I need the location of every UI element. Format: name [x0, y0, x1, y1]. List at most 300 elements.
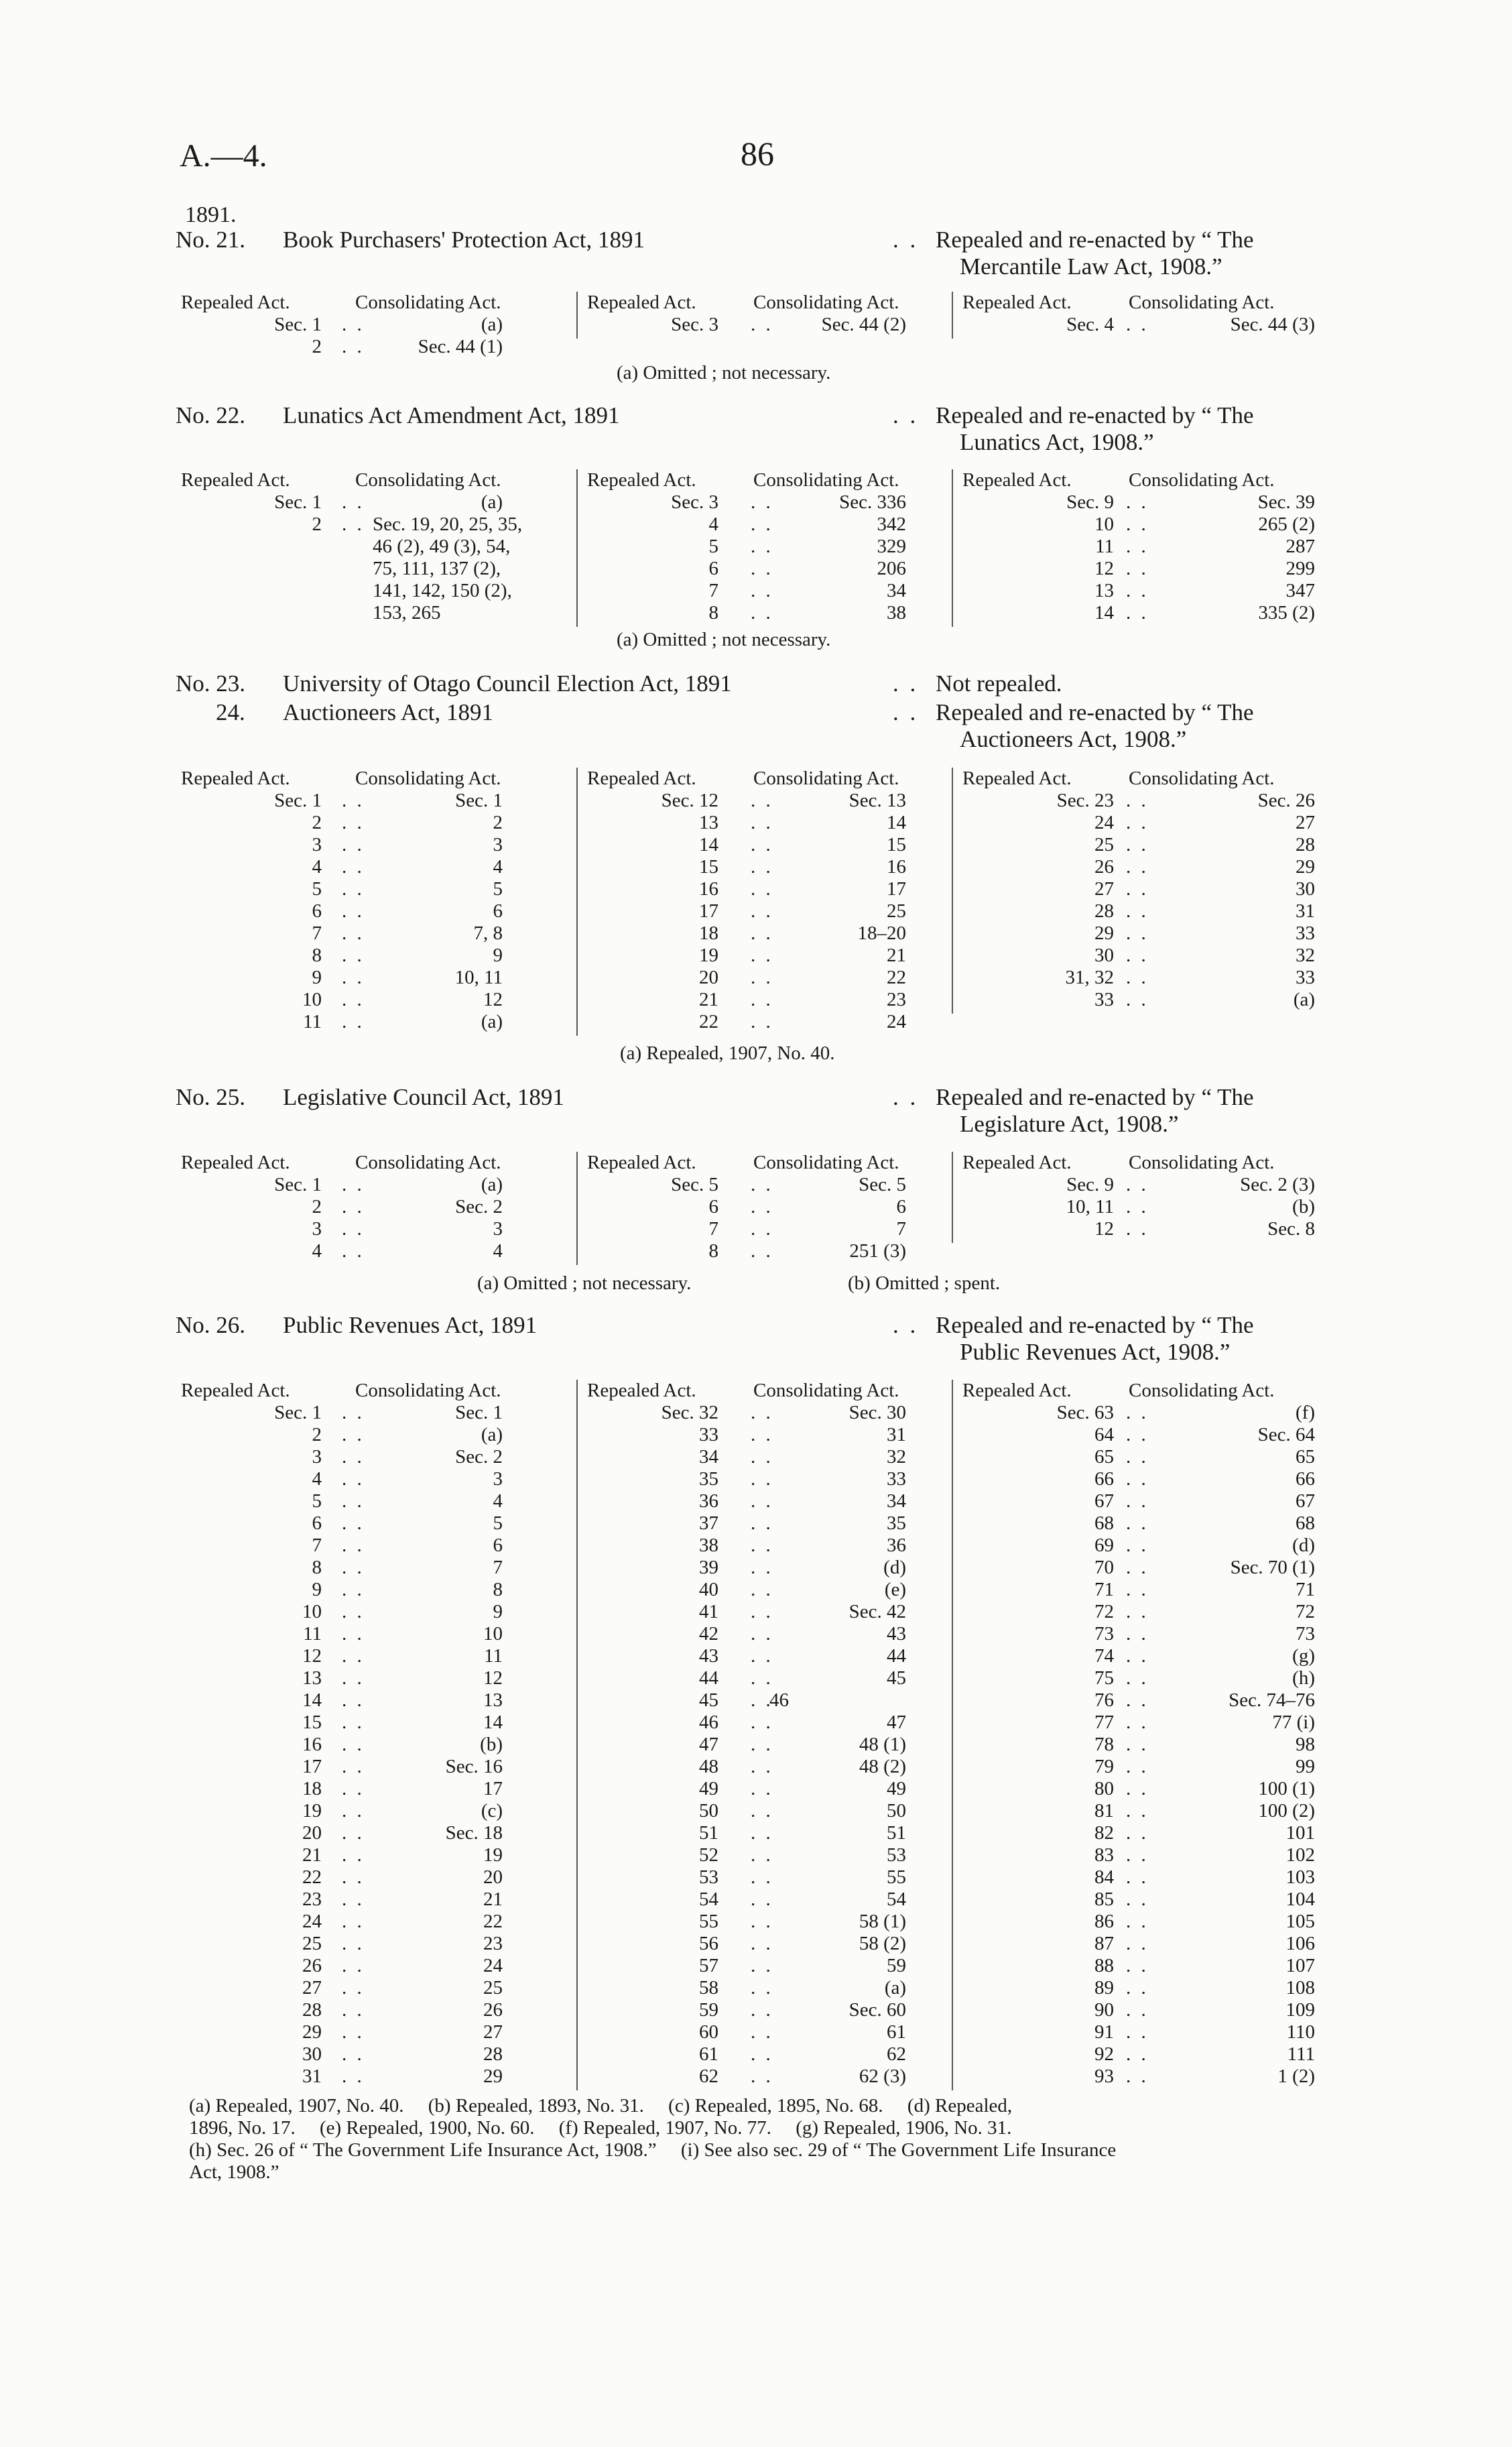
row-leader: . .: [751, 1446, 773, 1468]
row-leader: . .: [342, 1645, 365, 1667]
repealed-section: Sec. 4: [1066, 314, 1114, 335]
row-leader: . .: [1126, 1196, 1149, 1217]
repealed-section: 15: [302, 1712, 322, 1733]
consolidating-section: Sec. 44 (2): [821, 314, 906, 335]
repealed-section: 15: [699, 856, 718, 878]
page-number: 86: [741, 135, 774, 172]
row-leader: . .: [751, 1218, 773, 1240]
repealed-section: 9: [312, 967, 322, 988]
row-leader: . .: [342, 812, 365, 833]
consolidating-section: 13: [483, 1689, 503, 1711]
row-leader: . .: [1126, 1468, 1149, 1490]
status-line-1: Repealed and re-enacted by “ The: [936, 1312, 1254, 1338]
repealed-section: 2: [312, 1424, 322, 1445]
consolidating-section: 68: [1296, 1512, 1315, 1534]
row-leader: . .: [751, 514, 773, 535]
consolidating-section: Sec. 16: [445, 1756, 503, 1777]
repealed-section: 78: [1094, 1734, 1114, 1755]
repealed-section: 10, 11: [1066, 1196, 1114, 1217]
row-leader: . .: [342, 878, 365, 900]
status-line-1: Not repealed.: [936, 670, 1062, 697]
repealed-section: 61: [699, 2043, 718, 2065]
consolidating-section: 66: [1296, 1468, 1315, 1490]
repealed-section: 81: [1094, 1800, 1114, 1822]
footnote-line: 1896, No. 17. (e) Repealed, 1900, No. 60. (f) Repealed, 1907, No. 77. (g) Repealed, 1906, No. 31.: [189, 2117, 1012, 2139]
year-heading: 1891.: [185, 202, 237, 227]
row-leader: . .: [1126, 558, 1149, 579]
row-leader: . .: [342, 989, 365, 1010]
repealed-section: Sec. 1: [274, 314, 322, 335]
repealed-section: 11: [303, 1623, 322, 1645]
status-line-2: Public Revenues Act, 1908.”: [960, 1339, 1231, 1365]
consolidating-section: (a): [481, 1011, 503, 1032]
consolidating-section: 105: [1285, 1911, 1315, 1932]
consolidating-section: Sec. 30: [848, 1402, 906, 1423]
row-leader: . .: [342, 1866, 365, 1888]
consolidating-section: 53: [887, 1844, 906, 1866]
row-leader: . .: [1126, 900, 1149, 922]
row-leader: . .: [342, 900, 365, 922]
consolidating-section: 31: [887, 1424, 906, 1445]
row-leader: . .: [1126, 1623, 1149, 1645]
consolidating-section: 17: [887, 878, 906, 900]
repealed-section: 11: [303, 1011, 322, 1032]
table-group: [952, 1152, 1355, 1243]
repealed-section: 64: [1094, 1424, 1114, 1445]
row-leader: . .: [342, 1196, 365, 1217]
repealed-section: 7: [708, 580, 718, 601]
act-number: No. 22.: [176, 402, 246, 428]
consolidating-section: 6: [493, 1535, 503, 1556]
row-leader: . .: [342, 2043, 365, 2065]
repealed-section: 59: [699, 1999, 718, 2021]
row-leader: . .: [751, 536, 773, 557]
header-repealed-act: Repealed Act.: [962, 292, 1072, 313]
repealed-section: 33: [699, 1424, 718, 1445]
repealed-section: 43: [699, 1645, 718, 1667]
consolidating-section: 58 (1): [859, 1911, 906, 1932]
consolidating-section: 22: [887, 967, 906, 988]
consolidating-section: 46: [769, 1689, 789, 1711]
row-leader: . .: [1126, 1955, 1149, 1976]
status-line-2: Lunatics Act, 1908.”: [960, 429, 1154, 455]
row-leader: . .: [342, 1174, 365, 1195]
consolidating-section: 102: [1285, 1844, 1315, 1866]
repealed-section: 5: [708, 536, 718, 557]
table-group: [181, 469, 556, 627]
row-leader: . .: [342, 1999, 365, 2021]
consolidating-section: Sec. 64: [1257, 1424, 1315, 1445]
consolidating-section: 75, 111, 137 (2),: [373, 558, 501, 579]
repealed-section: 20: [302, 1822, 322, 1844]
consolidating-section: 5: [493, 1512, 503, 1534]
row-leader: . .: [751, 1601, 773, 1622]
repealed-section: 5: [312, 1490, 322, 1512]
act-status: [936, 699, 1365, 753]
row-leader: . .: [342, 1689, 365, 1711]
row-leader: . .: [1126, 1689, 1149, 1711]
act-number: No. 21.: [176, 227, 246, 253]
consolidating-section: 25: [887, 900, 906, 922]
repealed-section: 8: [312, 1557, 322, 1578]
row-leader: . .: [1126, 922, 1149, 944]
consolidating-section: Sec. 39: [1257, 491, 1315, 513]
consolidating-section: 50: [887, 1800, 906, 1822]
header-consolidating-act: Consolidating Act.: [1129, 469, 1275, 491]
row-leader: . .: [1126, 1490, 1149, 1512]
repealed-section: 22: [302, 1866, 322, 1888]
repealed-section: 3: [312, 1446, 322, 1468]
repealed-section: 77: [1094, 1712, 1114, 1733]
consolidating-section: 14: [483, 1712, 503, 1733]
row-leader: . .: [751, 558, 773, 579]
repealed-section: 18: [302, 1778, 322, 1799]
repealed-section: 2: [312, 812, 322, 833]
consolidating-section: 44: [887, 1645, 906, 1667]
repealed-section: Sec. 9: [1066, 491, 1114, 513]
row-leader: . .: [751, 922, 773, 944]
header-repealed-act: Repealed Act.: [587, 292, 696, 313]
row-leader: . .: [751, 1911, 773, 1932]
row-leader: . .: [1126, 1734, 1149, 1755]
consolidating-section: Sec. 18: [445, 1822, 503, 1844]
repealed-section: 16: [302, 1734, 322, 1755]
consolidating-section: 6: [493, 900, 503, 922]
repealed-section: 24: [1094, 812, 1114, 833]
consolidating-section: 48 (2): [859, 1756, 906, 1777]
header-repealed-act: Repealed Act.: [962, 1152, 1072, 1173]
repealed-section: Sec. 3: [671, 491, 718, 513]
repealed-section: 40: [699, 1579, 718, 1600]
header-repealed-act: Repealed Act.: [962, 768, 1072, 789]
consolidating-section: 21: [483, 1889, 503, 1910]
row-leader: . .: [342, 945, 365, 966]
repealed-section: 3: [312, 1218, 322, 1240]
footnotes: [189, 2095, 1355, 2184]
row-leader: . .: [751, 1955, 773, 1976]
repealed-section: 11: [1095, 536, 1114, 557]
repealed-section: 7: [312, 1535, 322, 1556]
repealed-section: Sec. 9: [1066, 1174, 1114, 1195]
repealed-section: 84: [1094, 1866, 1114, 1888]
repealed-section: 28: [1094, 900, 1114, 922]
table-group: [576, 292, 960, 339]
table-group: [952, 1380, 1355, 2090]
repealed-section: 74: [1094, 1645, 1114, 1667]
repealed-section: Sec. 12: [661, 790, 718, 811]
row-leader: . .: [751, 900, 773, 922]
table-note: (b) Omitted ; spent.: [848, 1272, 1001, 1294]
consolidating-section: 16: [887, 856, 906, 878]
table-group: [576, 1380, 960, 2090]
consolidating-section: 32: [887, 1446, 906, 1468]
repealed-section: 80: [1094, 1778, 1114, 1799]
consolidating-section: 251 (3): [849, 1240, 906, 1262]
row-leader: . .: [751, 1756, 773, 1777]
act-name: Legislative Council Act, 1891: [283, 1084, 564, 1110]
table-group: [952, 469, 1355, 627]
consolidating-section: 51: [887, 1822, 906, 1844]
row-leader: . .: [342, 1844, 365, 1866]
row-leader: . .: [751, 1196, 773, 1217]
row-leader: . .: [1126, 1512, 1149, 1534]
consolidating-section: Sec. 8: [1267, 1218, 1315, 1240]
table-note: (a) Omitted ; not necessary.: [477, 1272, 692, 1294]
row-leader: . .: [342, 1601, 365, 1622]
consolidating-section: 4: [493, 856, 503, 878]
repealed-section: 69: [1094, 1535, 1114, 1556]
repealed-section: 8: [312, 945, 322, 966]
act-name: Auctioneers Act, 1891: [283, 699, 493, 725]
header-consolidating-act: Consolidating Act.: [753, 1380, 899, 1401]
repealed-section: 14: [302, 1689, 322, 1711]
consolidating-section: 265 (2): [1258, 514, 1315, 535]
table-group: [576, 1152, 960, 1265]
row-leader: . .: [751, 790, 773, 811]
consolidating-section: 12: [483, 989, 503, 1010]
repealed-section: 71: [1094, 1579, 1114, 1600]
row-leader: . .: [342, 1535, 365, 1556]
row-leader: . .: [1126, 834, 1149, 855]
repealed-section: 60: [699, 2021, 718, 2043]
row-leader: . .: [342, 1402, 365, 1423]
row-leader: . .: [342, 1490, 365, 1512]
repealed-section: 6: [312, 900, 322, 922]
consolidating-section: 33: [887, 1468, 906, 1490]
repealed-section: 31: [302, 2066, 322, 2087]
repealed-section: 2: [312, 514, 322, 535]
row-leader: . .: [751, 1734, 773, 1755]
repealed-section: 47: [699, 1734, 718, 1755]
repealed-section: 6: [312, 1512, 322, 1534]
row-leader: . .: [1126, 602, 1149, 623]
row-leader: . .: [1126, 989, 1149, 1010]
row-leader: . .: [751, 1778, 773, 1799]
consolidating-section: (d): [883, 1557, 906, 1578]
consolidating-section: Sec. 2 (3): [1240, 1174, 1315, 1195]
repealed-section: 6: [708, 1196, 718, 1217]
repealed-section: 50: [699, 1800, 718, 1822]
repealed-section: 30: [1094, 945, 1114, 966]
consolidating-section: 99: [1296, 1756, 1315, 1777]
row-leader: . .: [1126, 1844, 1149, 1866]
row-leader: . .: [751, 945, 773, 966]
row-leader: . .: [751, 1240, 773, 1262]
row-leader: . .: [1126, 1911, 1149, 1932]
repealed-section: 52: [699, 1844, 718, 1866]
act-status: [936, 1084, 1365, 1138]
title-leader: . .: [893, 227, 919, 253]
consolidating-section: 104: [1285, 1889, 1315, 1910]
row-leader: . .: [342, 1933, 365, 1954]
repealed-section: 90: [1094, 1999, 1114, 2021]
repealed-section: 8: [708, 602, 718, 623]
table-group: [181, 1152, 556, 1265]
repealed-section: 39: [699, 1557, 718, 1578]
repealed-section: Sec. 32: [661, 1402, 718, 1423]
repealed-section: 42: [699, 1623, 718, 1645]
repealed-section: 29: [1094, 922, 1114, 944]
act-name: University of Otago Council Election Act, 1891: [283, 670, 732, 697]
row-leader: . .: [751, 1512, 773, 1534]
table-note: (a) Omitted ; not necessary.: [617, 362, 831, 383]
row-leader: . .: [751, 812, 773, 833]
row-leader: . .: [342, 1778, 365, 1799]
consolidating-section: 329: [877, 536, 906, 557]
row-leader: . .: [1126, 1535, 1149, 1556]
consolidating-section: 21: [887, 945, 906, 966]
row-leader: . .: [342, 790, 365, 811]
repealed-section: 18: [699, 922, 718, 944]
title-leader: . .: [893, 1312, 919, 1338]
repealed-section: 45: [699, 1689, 718, 1711]
repealed-section: 85: [1094, 1889, 1114, 1910]
repealed-section: 5: [312, 878, 322, 900]
consolidating-section: 11: [484, 1645, 503, 1667]
repealed-section: 88: [1094, 1955, 1114, 1976]
repealed-section: 13: [302, 1667, 322, 1689]
row-leader: . .: [1126, 812, 1149, 833]
act-number: No. 26.: [176, 1312, 246, 1338]
repealed-section: 37: [699, 1512, 718, 1534]
repealed-section: Sec. 1: [274, 1174, 322, 1195]
header-repealed-act: Repealed Act.: [587, 469, 696, 491]
status-line-1: Repealed and re-enacted by “ The: [936, 227, 1254, 253]
repealed-section: 33: [1094, 989, 1114, 1010]
consolidating-section: 25: [483, 1977, 503, 1998]
act-status: [936, 1312, 1365, 1366]
repealed-section: 83: [1094, 1844, 1114, 1866]
consolidating-section: 98: [1296, 1734, 1315, 1755]
repealed-section: 12: [302, 1645, 322, 1667]
repealed-section: 4: [312, 1468, 322, 1490]
repealed-section: 26: [302, 1955, 322, 1976]
row-leader: . .: [342, 1822, 365, 1844]
title-leader: . .: [893, 670, 919, 697]
consolidating-section: 287: [1285, 536, 1315, 557]
repealed-section: 92: [1094, 2043, 1114, 2065]
repealed-section: 21: [302, 1844, 322, 1866]
act-number: 24.: [216, 699, 245, 725]
row-leader: . .: [751, 989, 773, 1010]
repealed-section: 57: [699, 1955, 718, 1976]
row-leader: . .: [342, 1468, 365, 1490]
consolidating-section: 55: [887, 1866, 906, 1888]
consolidating-section: 33: [1296, 967, 1315, 988]
consolidating-section: 28: [483, 2043, 503, 2065]
row-leader: . .: [342, 967, 365, 988]
repealed-section: 70: [1094, 1557, 1114, 1578]
header-consolidating-act: Consolidating Act.: [355, 1380, 501, 1401]
consolidating-section: 110: [1286, 2021, 1315, 2043]
consolidating-section: 101: [1285, 1822, 1315, 1844]
consolidating-section: 3: [493, 834, 503, 855]
footnote-line: (h) Sec. 26 of “ The Government Life Insurance Act, 1908.” (i) See also sec. 29 of “ The Government Life Insurance: [189, 2139, 1117, 2161]
consolidating-section: 38: [887, 602, 906, 623]
consolidating-section: Sec. 60: [848, 1999, 906, 2021]
row-leader: . .: [751, 1844, 773, 1866]
row-leader: . .: [342, 1955, 365, 1976]
row-leader: . .: [1126, 1712, 1149, 1733]
header-consolidating-act: Consolidating Act.: [1129, 768, 1275, 789]
row-leader: . .: [751, 1889, 773, 1910]
repealed-section: 72: [1094, 1601, 1114, 1622]
repealed-section: 67: [1094, 1490, 1114, 1512]
row-leader: . .: [342, 1712, 365, 1733]
act-name: Public Revenues Act, 1891: [283, 1312, 538, 1338]
consolidating-section: 8: [493, 1579, 503, 1600]
row-leader: . .: [342, 1756, 365, 1777]
act-status: [936, 670, 1365, 697]
header-consolidating-act: Consolidating Act.: [355, 469, 501, 491]
repealed-section: 20: [699, 967, 718, 988]
row-leader: . .: [751, 1999, 773, 2021]
row-leader: . .: [1126, 1822, 1149, 1844]
consolidating-section: 2: [493, 812, 503, 833]
header-repealed-act: Repealed Act.: [962, 1380, 1072, 1401]
header-repealed-act: Repealed Act.: [587, 1152, 696, 1173]
row-leader: . .: [1126, 1999, 1149, 2021]
repealed-section: 2: [312, 336, 322, 357]
row-leader: . .: [751, 1557, 773, 1578]
consolidating-section: 28: [1296, 834, 1315, 855]
row-leader: . .: [751, 1579, 773, 1600]
row-leader: . .: [751, 1623, 773, 1645]
consolidating-section: Sec. 2: [455, 1196, 503, 1217]
row-leader: . .: [342, 1667, 365, 1689]
row-leader: . .: [342, 1579, 365, 1600]
row-leader: . .: [342, 314, 365, 335]
consolidating-section: Sec. 26: [1257, 790, 1315, 811]
consolidating-section: Sec. 19, 20, 25, 35,: [373, 514, 523, 535]
row-leader: . .: [1126, 2043, 1149, 2065]
consolidating-section: 17: [483, 1778, 503, 1799]
row-leader: . .: [751, 1800, 773, 1822]
header-consolidating-act: Consolidating Act.: [1129, 292, 1275, 313]
row-leader: . .: [1126, 1645, 1149, 1667]
repealed-section: Sec. 3: [671, 314, 718, 335]
row-leader: . .: [751, 1645, 773, 1667]
row-leader: . .: [1126, 580, 1149, 601]
row-leader: . .: [751, 602, 773, 623]
consolidating-section: 15: [887, 834, 906, 855]
repealed-section: 27: [302, 1977, 322, 1998]
table-note: (a) Repealed, 1907, No. 40.: [620, 1042, 835, 1064]
consolidating-section: 29: [483, 2066, 503, 2087]
status-line-2: Legislature Act, 1908.”: [960, 1111, 1179, 1137]
row-leader: . .: [342, 336, 365, 357]
consolidating-section: 32: [1296, 945, 1315, 966]
row-leader: . .: [342, 1889, 365, 1910]
repealed-section: 28: [302, 1999, 322, 2021]
row-leader: . .: [1126, 1667, 1149, 1689]
repealed-section: 7: [708, 1218, 718, 1240]
row-leader: . .: [1126, 1756, 1149, 1777]
row-leader: . .: [342, 2066, 365, 2087]
repealed-section: Sec. 63: [1056, 1402, 1114, 1423]
consolidating-section: 111: [1287, 2043, 1315, 2065]
row-leader: . .: [342, 1977, 365, 1998]
row-leader: . .: [1126, 1800, 1149, 1822]
row-leader: . .: [1126, 1446, 1149, 1468]
consolidating-section: Sec. 5: [859, 1174, 906, 1195]
consolidating-section: 153, 265: [373, 602, 441, 623]
row-leader: . .: [751, 834, 773, 855]
header-consolidating-act: Consolidating Act.: [1129, 1380, 1275, 1401]
consolidating-section: 48 (1): [859, 1734, 906, 1755]
consolidating-section: 9: [493, 1601, 503, 1622]
row-leader: . .: [751, 1174, 773, 1195]
